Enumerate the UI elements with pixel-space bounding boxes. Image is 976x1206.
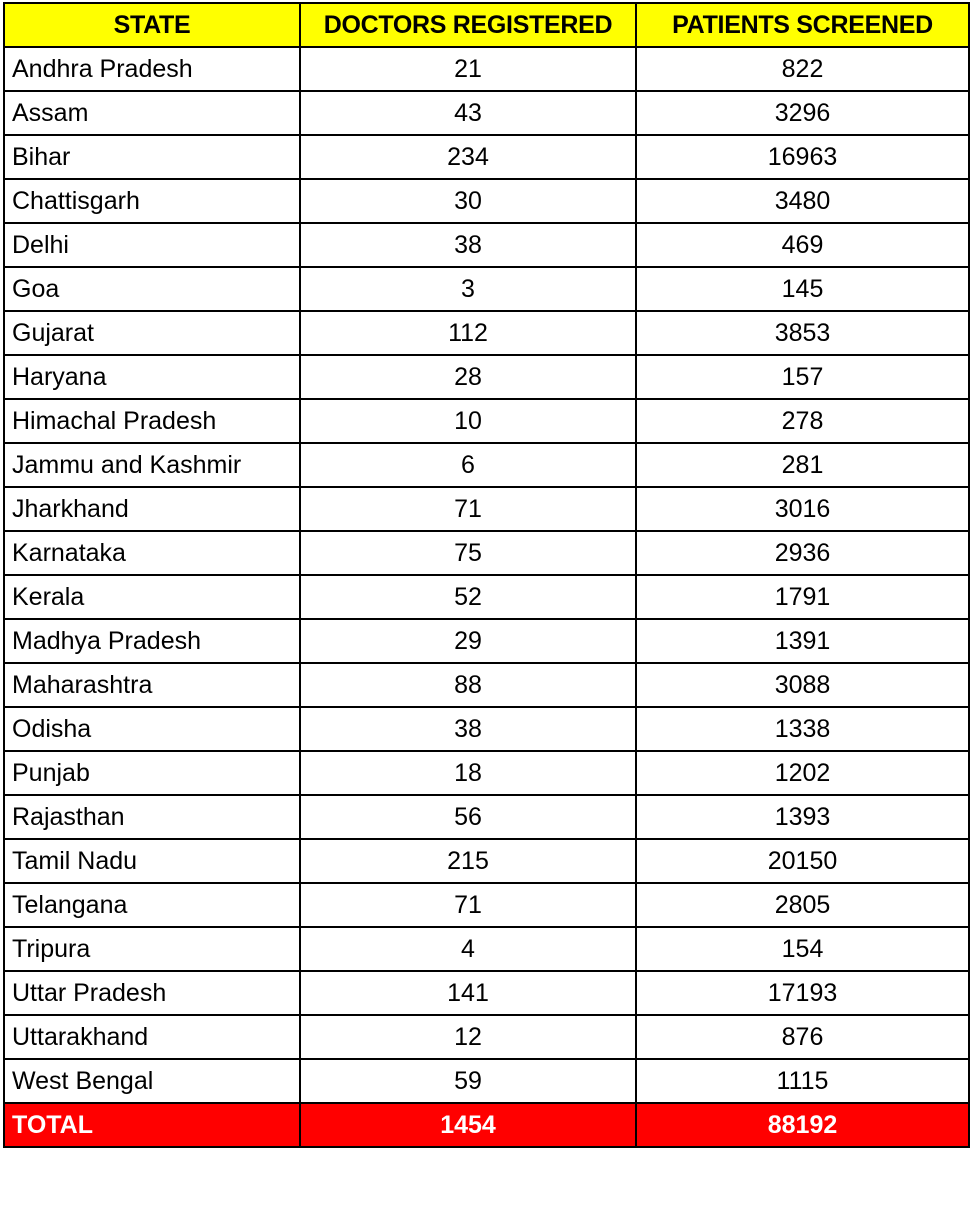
table-row [4, 1059, 969, 1103]
patients-cell[interactable]: 822 [636, 47, 969, 91]
patients-cell[interactable]: 3016 [636, 487, 969, 531]
table-row [4, 267, 969, 311]
state-cell[interactable]: Rajasthan [4, 795, 300, 839]
patients-cell[interactable]: 2805 [636, 883, 969, 927]
doctors-cell[interactable]: 4 [300, 927, 636, 971]
table-row [4, 839, 969, 883]
table-row [4, 971, 969, 1015]
state-cell[interactable]: Uttarakhand [4, 1015, 300, 1059]
patients-cell[interactable]: 281 [636, 443, 969, 487]
doctors-cell[interactable]: 71 [300, 883, 636, 927]
doctors-cell[interactable]: 75 [300, 531, 636, 575]
patients-cell[interactable]: 1338 [636, 707, 969, 751]
state-cell[interactable]: Goa [4, 267, 300, 311]
table-row [4, 47, 969, 91]
table-row [4, 707, 969, 751]
doctors-cell[interactable]: 43 [300, 91, 636, 135]
doctors-cell[interactable]: 18 [300, 751, 636, 795]
table-row [4, 531, 969, 575]
state-cell[interactable]: Jharkhand [4, 487, 300, 531]
table-row [4, 91, 969, 135]
patients-cell[interactable]: 1393 [636, 795, 969, 839]
doctors-cell[interactable]: 12 [300, 1015, 636, 1059]
header-doctors-registered[interactable]: DOCTORS REGISTERED [300, 3, 636, 47]
total-label-cell[interactable]: TOTAL [4, 1103, 300, 1147]
state-cell[interactable]: Andhra Pradesh [4, 47, 300, 91]
table-row [4, 1015, 969, 1059]
state-cell[interactable]: Karnataka [4, 531, 300, 575]
patients-cell[interactable]: 3853 [636, 311, 969, 355]
doctors-cell[interactable]: 10 [300, 399, 636, 443]
state-cell[interactable]: Odisha [4, 707, 300, 751]
state-cell[interactable]: Delhi [4, 223, 300, 267]
state-cell[interactable]: Tripura [4, 927, 300, 971]
doctors-cell[interactable]: 21 [300, 47, 636, 91]
patients-cell[interactable]: 154 [636, 927, 969, 971]
patients-cell[interactable]: 469 [636, 223, 969, 267]
state-cell[interactable]: Uttar Pradesh [4, 971, 300, 1015]
patients-cell[interactable]: 3088 [636, 663, 969, 707]
table-row [4, 135, 969, 179]
patients-cell[interactable]: 1115 [636, 1059, 969, 1103]
patients-cell[interactable]: 157 [636, 355, 969, 399]
patients-cell[interactable]: 1391 [636, 619, 969, 663]
state-cell[interactable]: Maharashtra [4, 663, 300, 707]
table-row [4, 883, 969, 927]
state-cell[interactable]: West Bengal [4, 1059, 300, 1103]
state-cell[interactable]: Haryana [4, 355, 300, 399]
patients-cell[interactable]: 20150 [636, 839, 969, 883]
doctors-cell[interactable]: 29 [300, 619, 636, 663]
state-cell[interactable]: Tamil Nadu [4, 839, 300, 883]
patients-cell[interactable]: 278 [636, 399, 969, 443]
patients-cell[interactable]: 876 [636, 1015, 969, 1059]
state-cell[interactable]: Jammu and Kashmir [4, 443, 300, 487]
patients-cell[interactable]: 3480 [636, 179, 969, 223]
doctors-cell[interactable]: 30 [300, 179, 636, 223]
total-row [4, 1103, 969, 1147]
doctors-cell[interactable]: 6 [300, 443, 636, 487]
patients-cell[interactable]: 2936 [636, 531, 969, 575]
table-row [4, 223, 969, 267]
doctors-cell[interactable]: 28 [300, 355, 636, 399]
state-cell[interactable]: Himachal Pradesh [4, 399, 300, 443]
state-cell[interactable]: Bihar [4, 135, 300, 179]
table-body [4, 47, 969, 1103]
table-row [4, 355, 969, 399]
table-row [4, 443, 969, 487]
table-row [4, 795, 969, 839]
table-row [4, 179, 969, 223]
header-state[interactable]: STATE [4, 3, 300, 47]
table-row [4, 619, 969, 663]
state-cell[interactable]: Gujarat [4, 311, 300, 355]
patients-cell[interactable]: 3296 [636, 91, 969, 135]
table-row [4, 575, 969, 619]
doctors-cell[interactable]: 38 [300, 707, 636, 751]
state-cell[interactable]: Punjab [4, 751, 300, 795]
table-row [4, 487, 969, 531]
doctors-cell[interactable]: 88 [300, 663, 636, 707]
patients-cell[interactable]: 1791 [636, 575, 969, 619]
patients-cell[interactable]: 145 [636, 267, 969, 311]
state-cell[interactable]: Assam [4, 91, 300, 135]
state-cell[interactable]: Chattisgarh [4, 179, 300, 223]
header-patients-screened[interactable]: PATIENTS SCREENED [636, 3, 969, 47]
state-data-table [3, 2, 970, 1148]
doctors-cell[interactable]: 52 [300, 575, 636, 619]
header-row [4, 3, 969, 47]
doctors-cell[interactable]: 59 [300, 1059, 636, 1103]
doctors-cell[interactable]: 215 [300, 839, 636, 883]
table-row [4, 399, 969, 443]
doctors-cell[interactable]: 112 [300, 311, 636, 355]
table-row [4, 663, 969, 707]
state-cell[interactable]: Kerala [4, 575, 300, 619]
total-doctors-cell[interactable]: 1454 [300, 1103, 636, 1147]
patients-cell[interactable]: 16963 [636, 135, 969, 179]
patients-cell[interactable]: 17193 [636, 971, 969, 1015]
doctors-cell[interactable]: 71 [300, 487, 636, 531]
state-cell[interactable]: Telangana [4, 883, 300, 927]
table-row [4, 751, 969, 795]
doctors-cell[interactable]: 56 [300, 795, 636, 839]
doctors-cell[interactable]: 234 [300, 135, 636, 179]
state-cell[interactable]: Madhya Pradesh [4, 619, 300, 663]
total-patients-cell[interactable]: 88192 [636, 1103, 969, 1147]
doctors-cell[interactable]: 38 [300, 223, 636, 267]
patients-cell[interactable]: 1202 [636, 751, 969, 795]
doctors-cell[interactable]: 141 [300, 971, 636, 1015]
table-row [4, 311, 969, 355]
table-row [4, 927, 969, 971]
doctors-cell[interactable]: 3 [300, 267, 636, 311]
